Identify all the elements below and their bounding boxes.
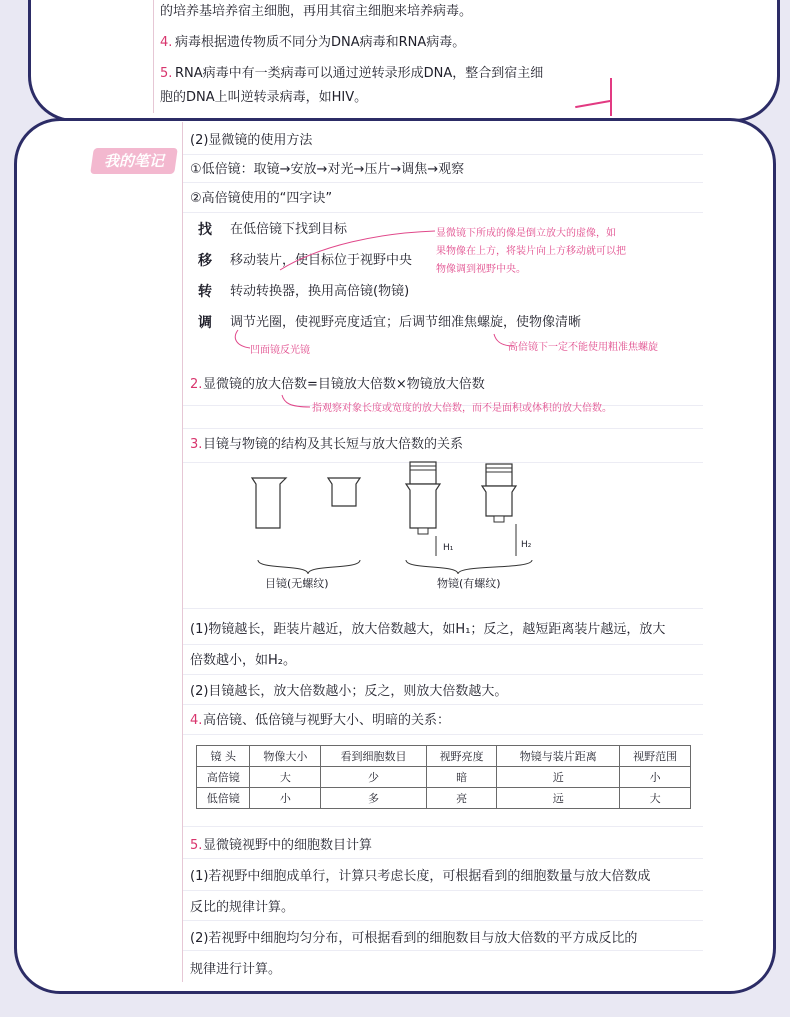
ruled-line	[183, 734, 703, 735]
eyepiece-label: 目镜(无螺纹)	[265, 577, 329, 590]
table-cell: 大	[620, 788, 691, 809]
annotation-note: 果物像在上方，将装片向上方移动就可以把	[436, 246, 626, 257]
lens-structure-title: 目镜与物镜的结构及其长短与放大倍数的关系	[203, 437, 464, 452]
cell-count-title: 显微镜视野中的细胞数目计算	[203, 838, 373, 853]
badge-label: 我的笔记	[103, 152, 164, 170]
ruled-line	[183, 428, 703, 429]
table-header-cell: 镜 头	[197, 746, 250, 767]
margin-line	[153, 0, 154, 113]
section-heading: (2)显微镜的使用方法	[190, 133, 313, 148]
comparison-table	[196, 745, 691, 809]
step-text: 在低倍镜下找到目标	[230, 222, 348, 237]
paragraph-line: (1)物镜越长，距装片越近，放大倍数越大，如H₁；反之，越短距离装片越远，放大	[190, 622, 666, 637]
step-text: 调节光圈，使视野亮度适宜；后调节细准焦螺旋，使物像清晰	[230, 315, 582, 330]
ruled-line	[183, 826, 703, 827]
paragraph-line: 倍数越小，如H₂。	[190, 653, 296, 668]
table-header-cell: 物镜与装片距离	[497, 746, 620, 767]
table-cell: 大	[250, 767, 321, 788]
annotation-note: 高倍镜下一定不能使用粗准焦螺旋	[508, 342, 658, 353]
table-cell: 小	[250, 788, 321, 809]
paragraph-line: 反比的规律计算。	[190, 900, 295, 915]
top-item-5-line-2: 胞的DNA上叫逆转录病毒，如HIV。	[160, 90, 368, 105]
table-header-cell: 视野亮度	[426, 746, 497, 767]
item-number: 5.	[190, 838, 203, 853]
top-item-5-line-1: RNA病毒中有一类病毒可以通过逆转录形成DNA，整合到宿主细	[175, 66, 544, 81]
annotation-note: 指观察对象长度或宽度的放大倍数，而不是面积或体积的放大倍数。	[312, 403, 612, 414]
margin-line	[182, 122, 183, 982]
step-text: 转动转换器，换用高倍镜(物镜)	[230, 284, 410, 299]
table-row	[197, 767, 691, 788]
annotation-note: 物像调到视野中央。	[436, 264, 526, 275]
low-power-steps: ①低倍镜：取镜→安放→对光→压片→调焦→观察	[190, 162, 465, 177]
table-header-row	[197, 746, 691, 767]
table-cell: 少	[321, 767, 426, 788]
item-number: 3.	[190, 437, 203, 452]
step-char: 转	[198, 284, 212, 300]
step-text: 移动装片，使目标位于视野中央	[230, 253, 413, 268]
top-line-1: 的培养基培养宿主细胞，再用其宿主细胞来培养病毒。	[160, 4, 473, 19]
comparison-title: 高倍镜、低倍镜与视野大小、明暗的关系：	[203, 713, 451, 728]
objective-label: 物镜(有螺纹)	[437, 577, 501, 590]
table-header-cell: 物像大小	[250, 746, 321, 767]
step-char: 移	[198, 253, 212, 269]
ruled-line	[183, 920, 703, 921]
table-cell: 低倍镜	[197, 788, 250, 809]
ruled-line	[183, 890, 703, 891]
annotation-note: 凹面镜反光镜	[250, 345, 310, 356]
table-header-cell: 视野范围	[620, 746, 691, 767]
ruled-line	[183, 674, 703, 675]
high-power-title: ②高倍镜使用的“四字诀”	[190, 191, 333, 206]
table-cell: 小	[620, 767, 691, 788]
table-cell: 近	[497, 767, 620, 788]
paragraph-line: 规律进行计算。	[190, 962, 282, 977]
my-notes-badge	[90, 148, 178, 174]
ruled-line	[183, 154, 703, 155]
table-cell: 远	[497, 788, 620, 809]
table-cell: 亮	[426, 788, 497, 809]
ruled-line	[183, 182, 703, 183]
ruled-line	[183, 858, 703, 859]
item-number: 4.	[190, 713, 203, 728]
brace-lines	[236, 556, 556, 578]
pink-marker	[610, 78, 612, 116]
table-cell: 高倍镜	[197, 767, 250, 788]
h1-label: H₁	[443, 543, 454, 553]
item-number: 2.	[190, 377, 203, 392]
paragraph-line: (2)若视野中细胞均匀分布，可根据看到的细胞数目与放大倍数的平方成反比的	[190, 931, 638, 946]
lens-diagram	[240, 456, 540, 556]
step-char: 找	[198, 222, 212, 238]
paragraph-line: (1)若视野中细胞成单行，计算只考虑长度，可根据看到的细胞数量与放大倍数成	[190, 869, 651, 884]
ruled-line	[183, 950, 703, 951]
table-cell: 暗	[426, 767, 497, 788]
step-char: 调	[198, 315, 212, 331]
annotation-arrow	[230, 225, 440, 275]
ruled-line	[183, 212, 703, 213]
ruled-line	[183, 608, 703, 609]
item-number: 4.	[160, 35, 173, 50]
item-number: 5.	[160, 66, 173, 81]
table-header-cell: 看到细胞数目	[321, 746, 426, 767]
paragraph-line: (2)目镜越长，放大倍数越小；反之，则放大倍数越大。	[190, 684, 508, 699]
table-cell: 多	[321, 788, 426, 809]
ruled-line	[183, 704, 703, 705]
top-item-4: 病毒根据遗传物质不同分为DNA病毒和RNA病毒。	[175, 35, 466, 50]
annotation-note: 显微镜下所成的像是倒立放大的虚像，如	[436, 228, 616, 239]
h2-label: H₂	[521, 540, 532, 550]
magnification-formula: 显微镜的放大倍数=目镜放大倍数×物镜放大倍数	[203, 377, 485, 392]
table-row	[197, 788, 691, 809]
ruled-line	[183, 644, 703, 645]
